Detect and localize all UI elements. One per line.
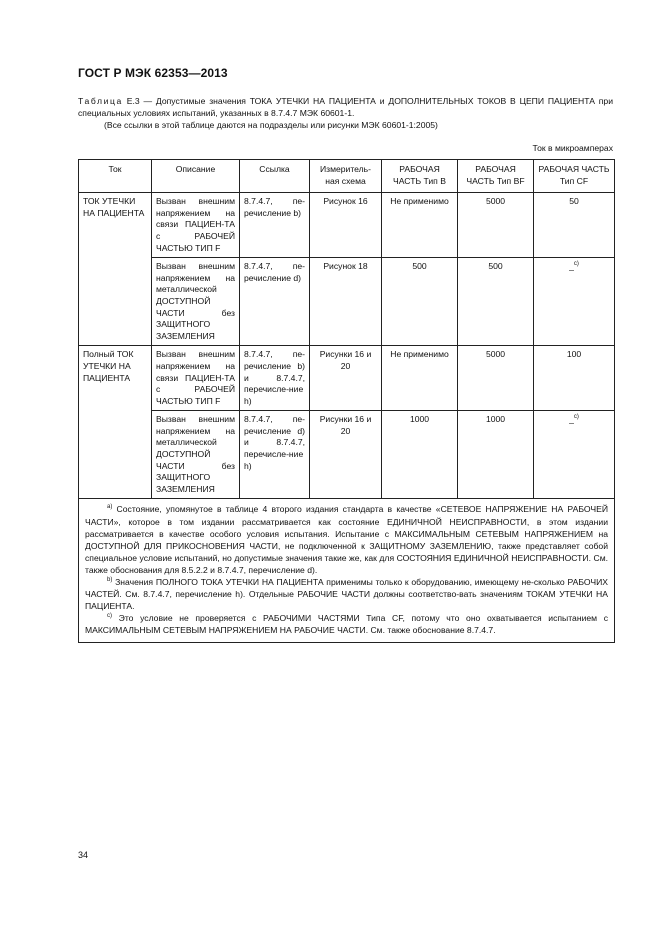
footnote-text: Это условие не проверяется с РАБОЧИМИ ЧАСТЯМИ Типа CF, потому что оно охватывается испытанием с МАКСИМАЛЬНЫМ СЕТЕВЫМ НАПРЯЖЕНИЕМ НА РАБОЧИЕ ЧАСТИ. См. также обоснование 8.7.4.7. (85, 613, 608, 636)
row-type-b: 500 (382, 258, 458, 346)
row-type-cf (534, 258, 615, 346)
row-scheme: Рисунки 16 и 20 (310, 346, 382, 411)
caption-text: Е.3 — Допустимые значения ТОКА УТЕЧКИ НА ПАЦИЕНТА и ДОПОЛНИТЕЛЬНЫХ ТОКОВ В ЦЕПИ ПАЦИЕНТА при специальных условиях испытаний, указанных в 8.7.4.7 МЭК 60601-1. (78, 96, 613, 118)
row-type-b: 1000 (382, 411, 458, 499)
row-reference: 8.7.4.7, пе-речисление d) (240, 258, 310, 346)
row-description: Вызван внешним напряжением на металлической ДОСТУПНОЙ ЧАСТИ без ЗАЩИТНОГО ЗАЗЕМЛЕНИЯ (152, 258, 240, 346)
row-type-cf (534, 193, 615, 258)
type-cf-note: c) (573, 414, 579, 421)
header-scheme: Измеритель-ная схема (310, 160, 382, 193)
row-description: Вызван внешним напряжением на связи ПАЦИЕН-ТА с РАБОЧЕЙ ЧАСТЬЮ ТИП F (152, 346, 240, 411)
type-cf-value: _ (569, 414, 574, 425)
footnote-a (85, 503, 608, 576)
header-type-b: РАБОЧАЯ ЧАСТЬ Тип В (382, 160, 458, 193)
row-type-cf (534, 411, 615, 499)
table-row (79, 258, 615, 346)
header-reference: Ссылка (240, 160, 310, 193)
row-description: Вызван внешним напряжением на металлической ДОСТУПНОЙ ЧАСТИ без ЗАЩИТНОГО ЗАЗЕМЛЕНИЯ (152, 411, 240, 499)
table-row (79, 346, 615, 411)
row-type-bf: 500 (458, 258, 534, 346)
header-description: Описание (152, 160, 240, 193)
row-type-bf: 1000 (458, 411, 534, 499)
table-row (79, 193, 615, 258)
row-type-b: Не применимо (382, 193, 458, 258)
type-cf-value: 50 (569, 196, 579, 207)
table-row (79, 411, 615, 499)
type-cf-note: c) (573, 261, 579, 268)
document-header: ГОСТ Р МЭК 62353—2013 (78, 66, 228, 80)
units-label: Ток в микроамперах (532, 143, 613, 153)
type-cf-value: 100 (566, 349, 582, 360)
row-reference: 8.7.4.7, пе-речисление d) и 8.7.4.7, перечисле-ние h) (240, 411, 310, 499)
header-type-bf: РАБОЧАЯ ЧАСТЬ Тип BF (458, 160, 534, 193)
footnote-text: Значения ПОЛНОГО ТОКА УТЕЧКИ НА ПАЦИЕНТА применимы только к оборудованию, имеющему не-сколько РАБОЧИХ ЧАСТЕЙ. См. 8.7.4.7, перечисление h). Отдельные РАБОЧИЕ ЧАСТИ должны соответство-вать значениям ТОКАМ УТЕЧКИ НА ПАЦИЕНТА. (85, 577, 609, 612)
group-current-cell: ТОК УТЕЧКИ НА ПАЦИЕНТА (79, 193, 152, 346)
footnote-c (85, 612, 608, 636)
type-cf-value: _ (569, 261, 574, 272)
footnote-text: Состояние, упомянутое в таблице 4 второго издания стандарта в качестве «СЕТЕВОЕ НАПРЯЖЕНИЕ НА РАБОЧЕЙ ЧАСТИ», которое в том издании рассматривается как состояние ЕДИНИЧНОЙ НЕИСПРАВНОСТИ, в этом издании рассматривается в качестве особого условия испытания. Испытание с МАКСИМАЛЬНЫМ СЕТЕВЫМ НАПРЯЖЕНИЕМ на ДОСТУПНОЙ ДЛЯ ПРИКОСНОВЕНИЯ ЧАСТИ, не подключенной к ЗАЩИТНОМУ ЗАЗЕМЛЕНИЮ, также представляет собой специальное условие испытаний, но допустимые значения такие же, как для СОСТОЯНИЯ ЕДИНИЧНОЙ НЕИСПРАВНОСТИ. См. также обоснования для 8.5.2.2 и 8.7.4.7, перечисление d). (85, 504, 608, 575)
row-description: Вызван внешним напряжением на связи ПАЦИЕН-ТА с РАБОЧЕЙ ЧАСТЬЮ ТИП F (152, 193, 240, 258)
row-reference: 8.7.4.7, пе-речисление b) (240, 193, 310, 258)
footnote-b (85, 576, 608, 612)
row-scheme: Рисунок 18 (310, 258, 382, 346)
row-reference: 8.7.4.7, пе-речисление b) и 8.7.4.7, перечисле-ние h) (240, 346, 310, 411)
row-type-b: Не применимо (382, 346, 458, 411)
row-type-cf (534, 346, 615, 411)
group-current-cell: Полный ТОК УТЕЧКИ НА ПАЦИЕНТА (79, 346, 152, 499)
row-scheme: Рисунки 16 и 20 (310, 411, 382, 499)
leakage-current-table (78, 159, 615, 643)
caption-note: (Все ссылки в этой таблице даются на подразделы или рисунки МЭК 60601-1:2005) (104, 120, 438, 130)
footnote-mark: a) (107, 504, 113, 511)
footnotes-row (79, 499, 615, 643)
row-type-bf: 5000 (458, 346, 534, 411)
row-scheme: Рисунок 16 (310, 193, 382, 258)
page-number: 34 (78, 850, 89, 860)
header-type-cf: РАБОЧАЯ ЧАСТЬ Тип CF (534, 160, 615, 193)
row-type-bf: 5000 (458, 193, 534, 258)
table-header-row (79, 160, 615, 193)
caption-label: Таблица (78, 96, 123, 106)
footnotes-cell (79, 499, 615, 643)
header-current: Ток (79, 160, 152, 193)
table-caption (78, 95, 613, 131)
footnote-mark: c) (107, 613, 112, 620)
footnote-mark: b) (107, 577, 113, 584)
